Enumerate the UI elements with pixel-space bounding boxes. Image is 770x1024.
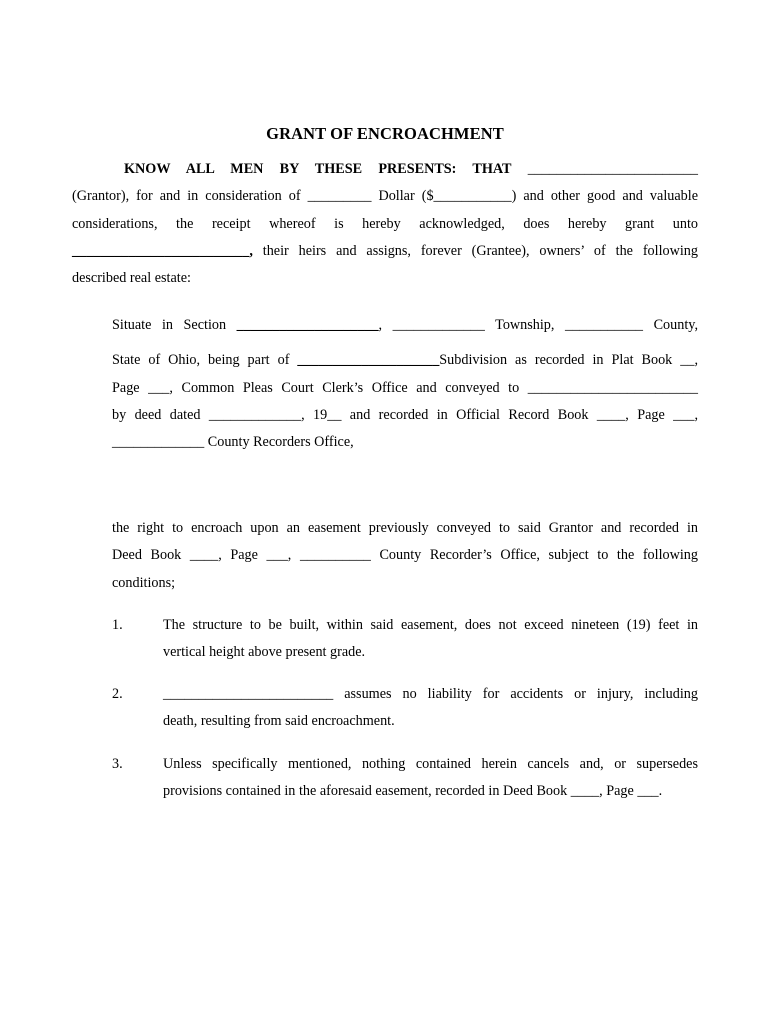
situate-line-2-lead: State of Ohio, being part of bbox=[112, 352, 298, 369]
situate-line-4: by deed dated _____________, 19__ and recorded in Official Record Book ____, Page ___, bbox=[112, 406, 698, 423]
intro-paragraph bbox=[72, 156, 698, 292]
subdivision-blank: ____________________ bbox=[297, 352, 440, 369]
intro-line-3: considerations, the receipt whereof is hereby acknowledged, does hereby grant unto bbox=[72, 215, 698, 232]
condition-line: vertical height above present grade. bbox=[163, 644, 366, 661]
situate-line-2-rest: Subdivision as recorded in Plat Book __, bbox=[439, 352, 698, 369]
condition-line: Unless specifically mentioned, nothing contained herein cancels and, or supersedes bbox=[163, 756, 698, 772]
situate-line-5: _____________ County Recorders Office, bbox=[112, 434, 354, 451]
condition-line: death, resulting from said encroachment. bbox=[163, 713, 395, 730]
intro-line-4 bbox=[72, 238, 698, 265]
grantor-blank: ________________________ bbox=[527, 161, 699, 177]
situate-line-1 bbox=[112, 312, 698, 339]
intro-lead: KNOW ALL MEN BY THESE PRESENTS: THAT bbox=[124, 161, 512, 177]
right-line-2: Deed Book ____, Page ___, __________ County Recorder’s Office, subject to the following bbox=[112, 547, 698, 564]
condition-line: ________________________ assumes no liability for accidents or injury, including bbox=[163, 686, 698, 702]
right-line-1: the right to encroach upon an easement previously conveyed to said Grantor and recorded in bbox=[112, 520, 698, 536]
intro-line-5: described real estate: bbox=[72, 270, 191, 287]
document-title: GRANT OF ENCROACHMENT bbox=[266, 124, 504, 143]
intro-line-2: (Grantor), for and in consideration of _________ Dollar ($___________) and other good and valuable bbox=[72, 188, 698, 205]
condition-text bbox=[163, 681, 698, 736]
condition-number: 3. bbox=[112, 756, 123, 772]
condition-text bbox=[163, 751, 698, 806]
condition-line: provisions contained in the aforesaid easement, recorded in Deed Book ____, Page ___. bbox=[163, 783, 663, 800]
condition-number: 2. bbox=[112, 686, 123, 702]
condition-text bbox=[163, 612, 698, 667]
right-line-3: conditions; bbox=[112, 574, 176, 591]
situate-line-1-rest: , _____________ Township, ___________ County, bbox=[378, 317, 698, 333]
intro-line-1 bbox=[72, 156, 698, 183]
section-blank: ____________________ bbox=[236, 317, 379, 333]
condition-line: The structure to be built, within said easement, does not exceed nineteen (19) feet in bbox=[163, 617, 698, 633]
encroachment-right-paragraph bbox=[112, 515, 698, 597]
situate-line-2 bbox=[112, 347, 698, 374]
situate-line-3: Page ___, Common Pleas Court Clerk’s Office and conveyed to ________________________ bbox=[112, 379, 698, 396]
grantee-blank: _________________________, bbox=[72, 242, 253, 259]
condition-number: 1. bbox=[112, 617, 123, 633]
spacer bbox=[112, 339, 698, 347]
property-description bbox=[112, 312, 698, 456]
intro-line-4-rest: their heirs and assigns, forever (Grantee), owners’ of the following bbox=[252, 242, 698, 259]
situate-label: Situate in Section bbox=[112, 317, 237, 333]
